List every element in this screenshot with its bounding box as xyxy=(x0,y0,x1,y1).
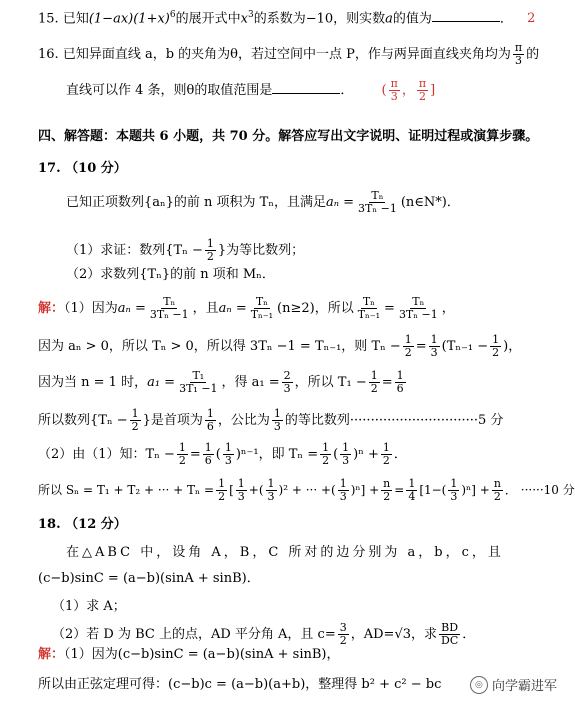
fraction: $\frac{\pi}{3}$ xyxy=(514,41,523,67)
watermark-text: 向学霸进军 xyxy=(491,679,557,694)
watermark xyxy=(470,675,557,694)
score-mark: ······10 分 xyxy=(520,483,575,497)
solution-17-line2: 因为 aₙ > 0，所以 Tₙ > 0，所以得 3Tₙ −1 = Tₙ₋₁，则 Tₙ − $\frac{1}{2}$ = $\frac{1}{3}$ (Tₙ₋₁ − $\frac{1}{2}$ )， xyxy=(38,333,522,359)
solution-label: 解： xyxy=(38,647,65,662)
solution-18-line2: 所以由正弦定理可得：(c−b)c = (a−b)(a+b)，整理得 b² + c² − bc xyxy=(38,677,442,692)
question-15: 15. 已知$(1-ax)(1+x)^6$的展开式中$x^3$的系数为−10，则实数a的值为 ． 2 xyxy=(38,10,536,27)
solution-label: 解： xyxy=(38,301,65,316)
question-16-line2: 直线可以作 4 条，则θ的取值范围是 ． ( $\frac{\pi}{3}$ ， $\frac{\pi}{2}$ ] xyxy=(66,77,436,103)
question-17-part1: （1）求证：数列{Tₙ − $\frac{1}{2}$ }为等比数列； xyxy=(66,237,305,263)
q16-number: 16. xyxy=(38,47,59,62)
question-18-part2: （2）若 D 为 BC 上的点，AD 平分角 A，且 c= $\frac{3}{2}$ ，AD=√3，求 $\frac{BD}{DC}$ ． xyxy=(52,621,476,647)
solution-17-line4: 所以数列{Tₙ − $\frac{1}{2}$ }是首项为 $\frac{1}{6}$ ，公比为 $\frac{1}{3}$ 的等比数列·······························5 分 xyxy=(38,407,504,433)
question-16-line1: 16. 已知异面直线 a，b 的夹角为θ，若过空间中一点 P，作与两异面直线夹角均为 $\frac{\pi}{3}$ 的 xyxy=(38,41,540,67)
solution-17-line5: （2）由（1）知：Tₙ − $\frac{1}{2}$ = $\frac{1}{6}$ ( $\frac{1}{3}$ )ⁿ⁻¹，即 Tₙ = $\frac{1}{2}$ ( $\frac{1}{3}$ )ⁿ + $\frac{1}{2}$ ． xyxy=(38,441,407,467)
solution-17-line3: 因为当 n = 1 时，a₁ = $\frac{\text{T₁}}{\text{3T₁ −1}}$ ，得 a₁ = $\frac{2}{3}$ ，所以 T₁ − $\frac{1}{2}$ = $\frac{1}{6}$ xyxy=(38,369,404,395)
question-18-header: 18. （12 分） xyxy=(38,517,127,532)
q16-answer: ( $\frac{\pi}{3}$ ， $\frac{\pi}{2}$ ] xyxy=(381,77,436,103)
wechat-logo-icon: ◎ xyxy=(470,676,488,694)
answer-blank xyxy=(272,81,340,94)
q15-answer: 2 xyxy=(527,11,536,27)
solution-17-line6: 所以 Sₙ = T₁ + T₂ + ··· + Tₙ = $\frac{1}{2}$ [ $\frac{1}{3}$ +( $\frac{1}{3}$ )² + ··· +( $\frac{1}{3}$ )ⁿ] + $\frac{n}{2}$ = $\frac{1}{4}$ [1−( $\frac{1}{3}$ )ⁿ] + $\frac{n}{2}$ ． ······10 分 xyxy=(38,477,575,503)
solution-18-line1: 解：（1）因为(c−b)sinC = (a−b)(sinA + sinB)， xyxy=(38,647,340,662)
answer-blank xyxy=(432,9,500,22)
solution-17-line1: 解：（1）因为aₙ = $\frac{\text{Tₙ}}{\text{3Tₙ −1}}$ ，且aₙ = $\frac{\text{Tₙ}}{\text{Tₙ₋₁}}$ (n≥2)，所以 $\frac{\text{Tₙ}}{\text{Tₙ₋₁}}$ = $\frac{\text{Tₙ}}{\text{3Tₙ −1}}$ ， xyxy=(38,295,455,321)
section-heading: 四、解答题：本题共 6 小题，共 70 分。解答应写出文字说明、证明过程或演算步骤。 xyxy=(38,129,539,144)
score-mark: 5 分 xyxy=(478,413,504,428)
question-17-part2: （2）求数列{Tₙ}的前 n 项和 Mₙ． xyxy=(66,267,275,282)
question-18-stem2: (c−b)sinC = (a−b)(sinA + sinB)． xyxy=(38,571,260,586)
q15-number: 15. xyxy=(38,11,59,27)
question-17-header: 17. （10 分） xyxy=(38,161,127,176)
question-18-stem1: 在△ABC 中，设角 A，B，C 所对的边分别为 a，b，c，且 xyxy=(66,545,504,560)
question-17-stem: 已知正项数列{aₙ}的前 n 项积为 Tₙ，且满足aₙ = $\frac{\text{Tₙ}}{\text{3Tₙ −1}}$ (n∈N*)． xyxy=(66,189,460,215)
question-18-part1: （1）求 A； xyxy=(52,599,126,614)
